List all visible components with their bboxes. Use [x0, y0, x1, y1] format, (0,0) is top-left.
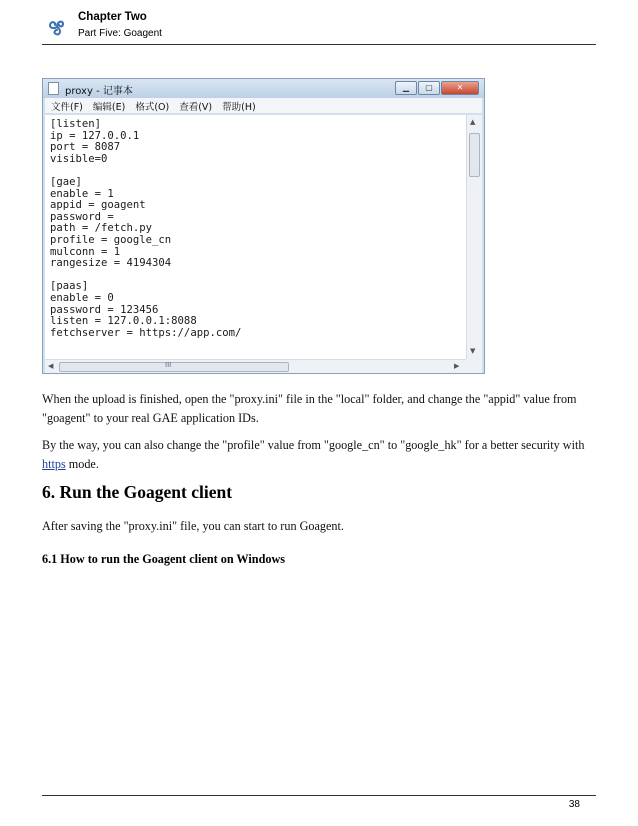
config-line: profile = google_cn	[50, 233, 172, 246]
notepad-titlebar	[43, 79, 484, 98]
config-line: path = /fetch.py	[50, 222, 153, 235]
config-line: fetchserver = https://app.com/	[50, 326, 242, 339]
config-line: port = 8087	[50, 141, 121, 154]
config-line: rangesize = 4194304	[50, 257, 172, 270]
menu-view: 查看(V)	[179, 101, 213, 113]
part-subtitle: Part Five: Goagent	[78, 28, 162, 39]
notepad-resize-corner	[466, 359, 482, 373]
config-line: password = 123456	[50, 303, 159, 316]
paragraph-profile-value	[42, 436, 598, 474]
notepad-text-area	[45, 115, 466, 359]
config-line: visible=0	[50, 152, 108, 165]
notepad-menubar	[45, 98, 482, 114]
scroll-up-icon: ▲	[470, 118, 476, 126]
triskelion-icon	[44, 14, 70, 40]
paragraph-text: mode.	[65, 457, 99, 471]
config-line: [paas]	[50, 280, 89, 293]
notepad-vertical-scrollbar	[466, 115, 482, 359]
scroll-down-icon: ▼	[470, 347, 476, 355]
config-line: enable = 0	[50, 291, 114, 304]
scroll-left-icon: ◀	[48, 362, 54, 370]
paragraph-upload-finished: When the upload is finished, open the "proxy.ini" file in the "local" folder, and change the "appid" value from "goagent" to your real GAE application IDs.	[42, 392, 577, 425]
config-line: [listen]	[50, 118, 102, 130]
paragraph-start-goagent: After saving the "proxy.ini" file, you can start to run Goagent.	[42, 519, 344, 533]
subsection-heading: 6.1 How to run the Goagent client on Windows	[42, 552, 285, 566]
config-line: ip = 127.0.0.1	[50, 129, 140, 142]
paragraph-text: By the way, you can also change the "profile" value from "google_cn" to "google_hk" for a better security with	[42, 438, 585, 452]
header-divider	[42, 44, 596, 45]
config-line: listen = 127.0.0.1:8088	[50, 315, 197, 328]
config-line: appid = goagent	[50, 199, 146, 212]
config-line: password =	[50, 210, 114, 223]
menu-format: 格式(O)	[135, 101, 170, 113]
config-line	[50, 165, 466, 177]
close-icon: ✕	[441, 81, 479, 95]
menu-edit: 编辑(E)	[92, 101, 126, 113]
config-line: enable = 1	[50, 187, 114, 200]
chapter-title: Chapter Two	[78, 11, 147, 23]
notepad-app-icon	[48, 82, 59, 95]
notepad-screenshot	[42, 78, 485, 374]
notepad-window-title: proxy - 记事本	[65, 86, 133, 97]
menu-help: 帮助(H)	[222, 101, 256, 113]
notepad-horizontal-scrollbar	[45, 359, 466, 373]
scroll-grip: III	[165, 361, 172, 369]
https-link[interactable]: https	[42, 457, 66, 471]
menu-file: 文件(F)	[51, 101, 83, 113]
config-line	[50, 270, 466, 282]
footer-divider	[42, 795, 596, 796]
vertical-scroll-thumb	[469, 133, 480, 177]
horizontal-scroll-thumb	[59, 362, 289, 372]
scroll-right-icon: ▶	[454, 362, 460, 370]
minimize-icon: ▁	[395, 81, 417, 95]
page-number: 38	[568, 799, 580, 810]
config-line: mulconn = 1	[50, 245, 121, 258]
window-controls	[394, 81, 479, 96]
section-heading: 6. Run the Goagent client	[42, 482, 233, 502]
maximize-icon: ▢	[418, 81, 440, 95]
config-line: [gae]	[50, 175, 82, 188]
